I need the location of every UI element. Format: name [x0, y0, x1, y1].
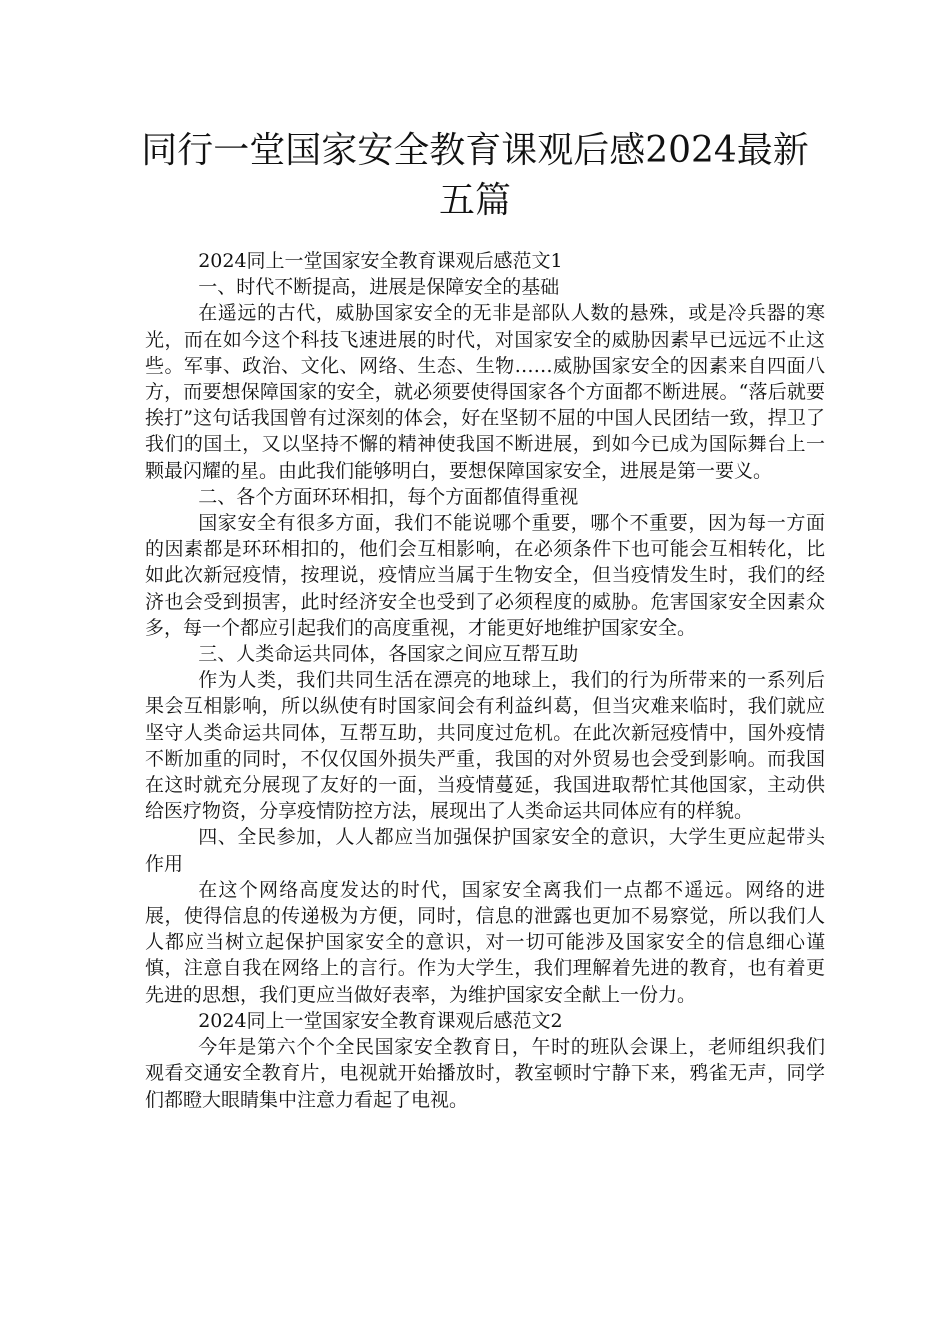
body-paragraph: 国家安全有很多方面，我们不能说哪个重要，哪个不重要，因为每一方面的因素都是环环相扣的，他们会互相影响，在必须条件下也可能会互相转化，比如此次新冠疫情，按理说，疫情应当属于生物安全，但当疫情发生时，我们的经济也会受到损害，此时经济安全也受到了必须程度的威胁。危害国家安全因素众多，每一个都应引起我们的高度重视，才能更好地维护国家安全。 — [145, 512, 825, 639]
section-heading-essay-1: 2024同上一堂国家安全教育课观后感范文1 — [198, 250, 563, 272]
subheading-2: 二、各个方面环环相扣，每个方面都值得重视 — [198, 485, 579, 508]
body-paragraph: 作为人类，我们共同生活在漂亮的地球上，我们的行为所带来的一系列后果会互相影响，所以纵使有时国家间会有利益纠葛，但当灾难来临时，我们就应坚守人类命运共同体，互帮互助，共同度过危机。在此次新冠疫情中，国外疫情不断加重的同时，不仅仅国外损失严重，我国的对外贸易也会受到影响。而我国在这时就充分展现了友好的一面，当疫情蔓延，我国进取帮忙其他国家，主动供给医疗物资，分享疫情防控方法，展现出了人类命运共同体应有的样貌。 — [145, 669, 825, 823]
section-heading-essay-2: 2024同上一堂国家安全教育课观后感范文2 — [198, 1009, 563, 1032]
subheading-4: 四、全民参加，人人都应当加强保护国家安全的意识，大学生更应起带头作用 — [145, 826, 825, 875]
body-paragraph: 在遥远的古代，威胁国家安全的无非是部队人数的悬殊，或是冷兵器的寒光，而在如今这个科技飞速进展的时代，对国家安全的威胁因素早已远远不止这些。军事、政治、文化、网络、生态、生物……威胁国家安全的因素来自四面八方，而要想保障国家的安全，就必须要使得国家各个方面都不断进展。“落后就要挨打”这句话我国曾有过深刻的体会，好在坚韧不屈的中国人民团结一致，捍卫了我们的国土，又以坚持不懈的精神使我国不断进展，到如今已成为国际舞台上一颗最闪耀的星。由此我们能够明白，要想保障国家安全，进展是第一要义。 — [145, 302, 825, 482]
subheading-3: 三、人类命运共同体，各国家之间应互帮互助 — [198, 643, 579, 666]
document-title: 同行一堂国家安全教育课观后感2024最新五篇 — [141, 130, 809, 221]
subheading-1: 一、时代不断提高，进展是保障安全的基础 — [198, 276, 560, 299]
document-body — [145, 248, 825, 1113]
body-paragraph: 今年是第六个个全民国家安全教育日，午时的班队会课上，老师组织我们观看交通安全教育片，电视就开始播放时，教室顿时宁静下来，鸦雀无声，同学们都瞪大眼睛集中注意力看起了电视。 — [145, 1036, 825, 1111]
body-paragraph: 在这个网络高度发达的时代，国家安全离我们一点都不遥远。网络的进展，使得信息的传递极为方便，同时，信息的泄露也更加不易察觉，所以我们人人都应当树立起保护国家安全的意识，对一切可能涉及国家安全的信息细心谨慎，注意自我在网络上的言行。作为大学生，我们理解着先进的教育，也有着更先进的思想，我们更应当做好表率，为维护国家安全献上一份力。 — [145, 878, 825, 1006]
